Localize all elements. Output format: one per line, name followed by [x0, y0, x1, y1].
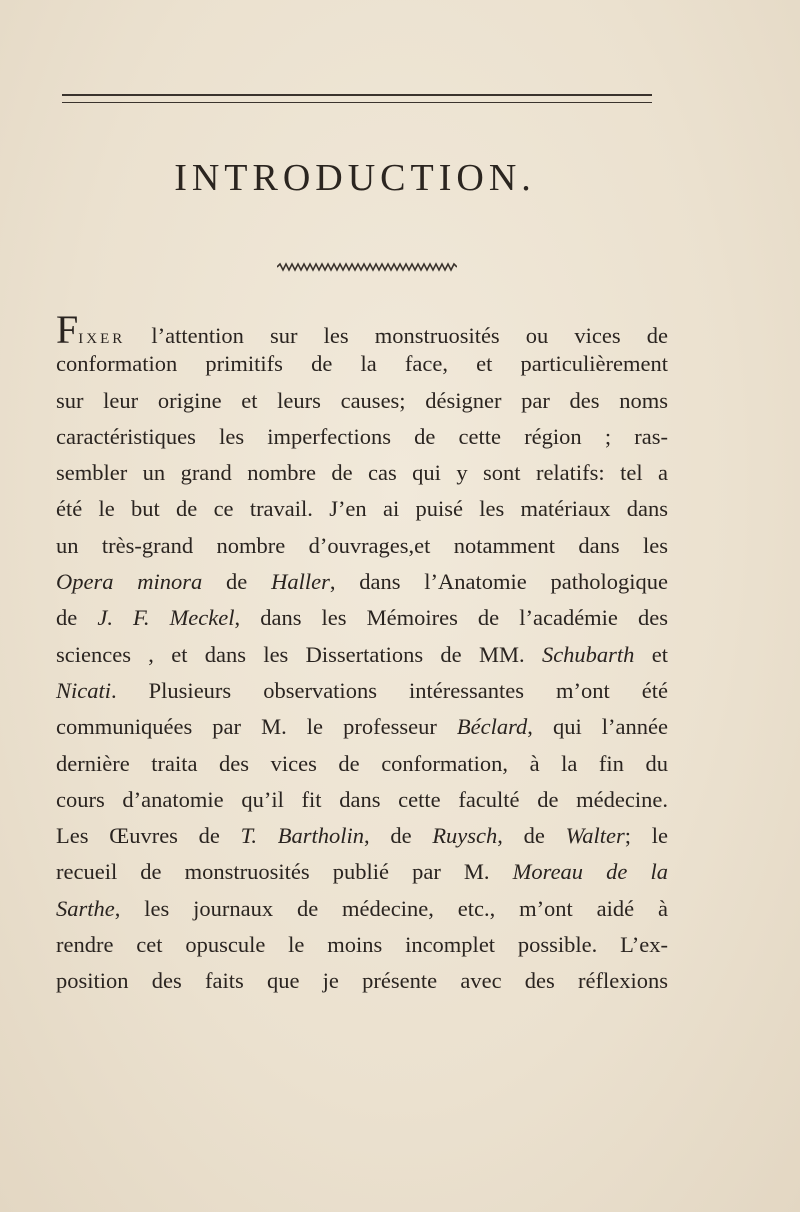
body-text: [56, 307, 669, 1000]
text-line: [56, 637, 668, 673]
author-name: Haller: [271, 569, 330, 595]
text-fragment: recueil de monstruosités publié par M.: [56, 859, 513, 885]
author-name: Walter: [565, 823, 625, 849]
text-line: dernière traita des vices de conformation, à la fin du: [56, 750, 668, 776]
text-fragment: l’attention sur les monstruosités ou vices de: [151, 323, 669, 348]
text-line: [56, 307, 669, 352]
text-fragment: Les Œuvres de: [56, 823, 241, 849]
text-fragment: ; le: [624, 823, 668, 849]
text-fragment: , de: [364, 823, 433, 849]
text-line: cours d’anatomie qu’il fit dans cette faculté de médecine.: [56, 786, 668, 812]
text-line: un très-grand nombre d’ouvrages,et notamment dans les: [56, 532, 668, 558]
text-line: [56, 854, 668, 890]
text-fragment: , dans les Mémoires de l’académie des: [234, 605, 668, 631]
text-line: [56, 891, 668, 927]
text-line: conformation primitifs de la face, et particulièrement: [56, 351, 668, 377]
text-line: [56, 673, 668, 709]
text-line: caractéristiques les imperfections de cette région ; ras-: [56, 423, 668, 449]
text-line: [56, 564, 668, 600]
text-fragment: , qui l’année: [527, 714, 668, 740]
author-name: Sarthe: [56, 895, 115, 921]
text-line: été le but de ce travail. J’en ai puisé les matériaux dans: [56, 496, 668, 522]
author-name: J. F. Meckel: [97, 605, 235, 631]
author-name: Ruysch: [432, 823, 498, 849]
text-fragment: de: [56, 605, 98, 631]
opening-word: IXER: [78, 331, 126, 347]
text-line: [56, 600, 668, 636]
text-fragment: , les journaux de médecine, etc., m’ont aidé à: [114, 895, 668, 921]
text-line: sur leur origine et leurs causes; désigner par des noms: [56, 387, 668, 413]
italic-title: Opera minora: [56, 569, 203, 595]
ornament-divider: [277, 262, 457, 272]
drop-cap: F: [56, 307, 79, 352]
page-title: INTRODUCTION.: [174, 157, 536, 199]
text-line: rendre cet opuscule le moins incomplet possible. L’ex-: [56, 932, 668, 958]
text-fragment: communiquées par M. le professeur: [56, 714, 457, 740]
text-line: [56, 709, 668, 745]
text-fragment: sciences , et dans les Dissertations de MM.: [56, 641, 542, 667]
author-name: Nicati: [56, 677, 111, 703]
text-line: sembler un grand nombre de cas qui y sont relatifs: tel a: [56, 460, 668, 486]
text-fragment: et: [634, 641, 668, 667]
text-fragment: , de: [497, 823, 566, 849]
text-fragment: . Plusieurs observations intéressantes m’ont été: [111, 677, 668, 703]
text-fragment: de: [202, 569, 272, 595]
text-line: [56, 818, 668, 854]
author-name: T. Bartholin: [240, 823, 365, 849]
author-name: Schubarth: [541, 641, 635, 667]
text-line: position des faits que je présente avec des réflexions: [56, 968, 668, 994]
header-double-rule: [62, 94, 652, 103]
text-fragment: , dans l’Anatomie pathologique: [329, 569, 668, 595]
author-name: Moreau de la: [512, 859, 668, 885]
author-name: Béclard: [456, 714, 528, 740]
